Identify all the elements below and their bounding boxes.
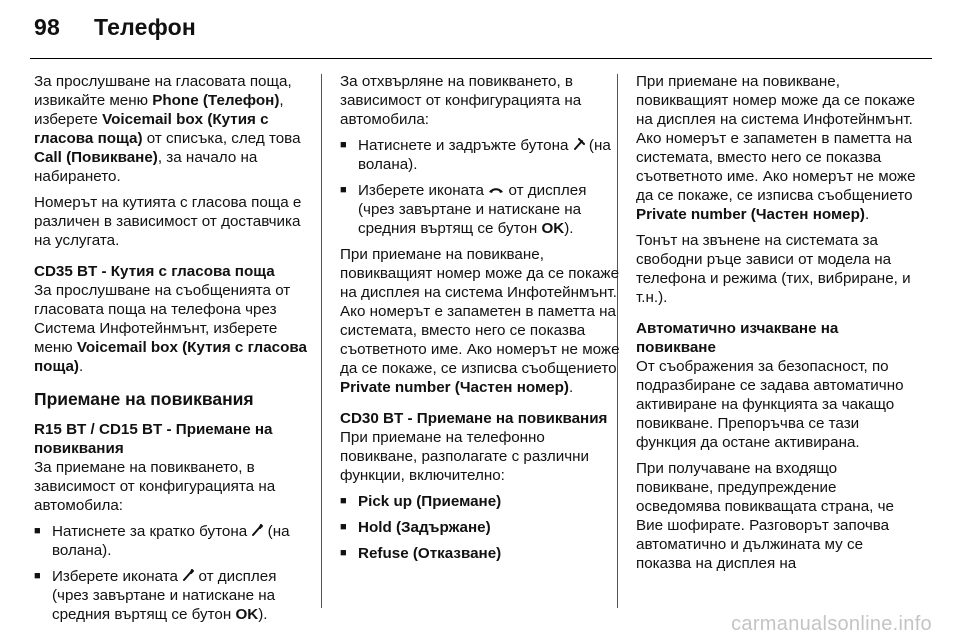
phone-reject-icon [573, 138, 585, 152]
page-number: 98 [34, 14, 60, 40]
list-item: ■ Изберете иконата от дисплея (чрез завъртане и натискане на средния въртящ се бутон OK). [340, 181, 622, 238]
paragraph: Тонът на звънене на системата за свободни ръце зависи от модела на телефона и режима (тих, вибриране, и т.н.). [636, 232, 911, 306]
section-heading-auto: Автоматично изчакване на повикване [636, 320, 839, 356]
column-2 [340, 72, 622, 570]
column-1 [34, 72, 316, 631]
header-rule [30, 58, 932, 59]
column-3 [636, 72, 918, 580]
list-item: ■ Натиснете и задръжте бутона (на волана). [340, 136, 622, 174]
list-item: ■ Hold (Задържане) [340, 518, 622, 537]
paragraph: За прослушване на съобщенията от гласовата поща на телефона чрез Система Инфотейнмънт, изберете меню Voicemail box (Кутия с гласова поща). [34, 282, 307, 375]
section-heading-cd35: CD35 BT - Кутия с гласова поща [34, 263, 275, 280]
paragraph: При приемане на повикване, повикващият номер може да се покаже на дисплея на система Инфотейнмънт. Ако номерът е запаметен в паметта на системата, вместо него се показва съответното име. Ако номерът не може да се покаже, се изписва съобщението Private number (Частен номер). [340, 246, 620, 396]
list-item: ■ Refuse (Отказване) [340, 544, 622, 563]
phone-answer-icon [251, 524, 263, 538]
section-heading-r15: R15 BT / CD15 BT - Приемане на повиквания [34, 421, 273, 457]
section-heading-cd30: CD30 BT - Приемане на повиквания [340, 410, 608, 427]
watermark: carmanualsonline.info [731, 613, 932, 635]
paragraph: За отхвърляне на повикването, в зависимост от конфигурацията на автомобила: [340, 73, 582, 128]
paragraph: При приемане на повикване, повикващият номер може да се покаже на дисплея на система Инфотейнмънт. Ако номерът е запаметен в паметта на системата, вместо него се показва съответното име. Ако номерът не може да се покаже, се изписва съобщението Private number (Частен номер). [636, 73, 916, 223]
paragraph: За прослушване на гласовата поща, извикайте меню Phone (Телефон), изберете Voicemail box (Кутия с гласова поща) от списъка, след това Call (Повикване), за начало на набирането. [34, 73, 301, 185]
paragraph: От съображения за безопасност, по подразбиране се задава автоматично активиране на функцията за чакащо повикване. Препоръчва се тази функция да остане активирана. [636, 358, 904, 451]
section-heading-receive: Приемане на повиквания [34, 389, 254, 409]
phone-answer-icon [182, 569, 194, 583]
paragraph: Номерът на кутията с гласова поща е различен в зависимост от доставчика на услугата. [34, 194, 302, 249]
column-divider [321, 74, 322, 608]
page-title: Телефон [93, 14, 196, 40]
list-item: ■ Изберете иконата от дисплея (чрез завъртане и натискане на средния въртящ се бутон OK). [34, 567, 316, 624]
list-item: ■ Натиснете за кратко бутона (на волана). [34, 522, 316, 560]
list-item: ■ Pick up (Приемане) [340, 492, 622, 511]
paragraph: За приемане на повикването, в зависимост от конфигурацията на автомобила: [34, 459, 276, 514]
phone-reject-icon [488, 183, 504, 197]
paragraph: При приемане на телефонно повикване, разполагате с различни функции, включително: [340, 429, 590, 484]
paragraph: При получаване на входящо повикване, предупреждение осведомява повикващата страна, че Вие шофирате. Разговорът започва автоматично и дължината му се показва на дисплея на [636, 460, 894, 572]
page-header [34, 14, 196, 54]
